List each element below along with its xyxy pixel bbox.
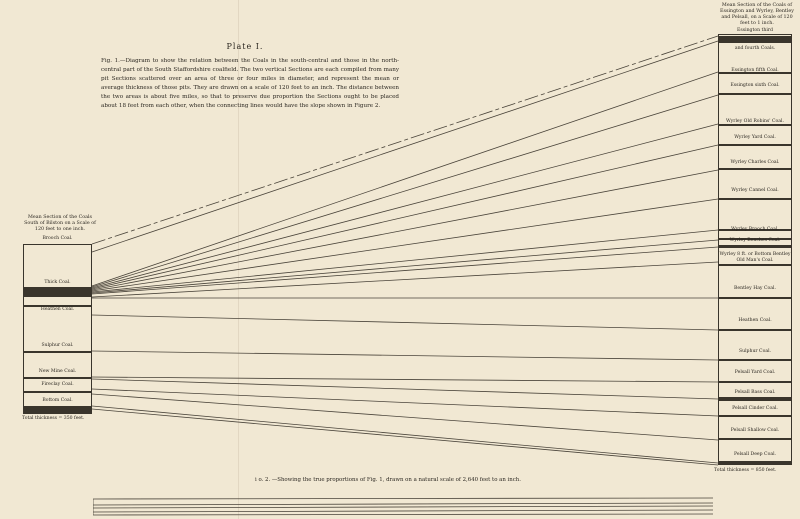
coal-seam xyxy=(719,461,791,465)
coal-seam xyxy=(719,381,791,383)
left-coal-label: Sulphur Coal. xyxy=(41,343,74,348)
right-coal-label: and fourth Coals. xyxy=(734,46,776,51)
right-section-header: Mean Section of the Coals of Essington and Wyrley, Bentley and Pelsall, on a Scale of 120 feet to 1 inch. xyxy=(720,3,794,26)
connector-line xyxy=(92,230,718,292)
left-coal-label: Bottom Coal. xyxy=(42,398,73,403)
coal-seam xyxy=(719,245,791,248)
coal-seam xyxy=(719,36,791,43)
connector-line xyxy=(92,95,718,287)
coal-seam-new-mine xyxy=(24,377,91,379)
coal-seam xyxy=(719,359,791,361)
right-coal-label: Wyrley Brooch Coal. xyxy=(731,227,779,232)
coal-seam xyxy=(719,144,791,146)
right-coal-label: Pelsall Cinder Coal. xyxy=(732,406,778,411)
coal-seam-bottom xyxy=(24,406,91,413)
connector-line xyxy=(92,351,718,360)
connector-line xyxy=(92,377,718,382)
figure-2-caption: i o. 2. —Showing the true proportions of Fig. 1, drawn on a natural scale of 2,640 feet to an inch. xyxy=(255,477,521,483)
left-coal-label: Brooch Coal. xyxy=(42,236,73,241)
right-coal-label: Wyrley Charles Coal. xyxy=(730,160,780,165)
coal-seam xyxy=(719,438,791,440)
right-coal-label: Heathen Coal. xyxy=(738,318,772,323)
connector-line xyxy=(92,41,718,252)
left-coal-label: Fireclay Coal. xyxy=(41,382,74,387)
right-coal-label: Sulphur Coal. xyxy=(738,349,772,354)
right-coal-label: Wyrley 8 ft. or Bottom Bentley Old Man's Coal. xyxy=(719,252,791,263)
right-coal-label: Pelsall Deep Coal. xyxy=(733,452,777,457)
right-section-column xyxy=(718,34,792,465)
coal-seam-sulphur xyxy=(24,351,91,353)
right-coal-label: Pelsall Shallow Coal. xyxy=(730,428,780,433)
right-coal-label: Essington fifth Coal. xyxy=(731,68,779,73)
coal-seam xyxy=(719,264,791,266)
connector-line xyxy=(92,315,718,330)
right-coal-label: Essington third xyxy=(737,28,773,33)
right-coal-label: Wyrley Yard Coal. xyxy=(734,135,776,140)
coal-seam xyxy=(719,93,791,95)
right-coal-label: Wyrley Cannel Coal. xyxy=(731,188,779,193)
coal-seam xyxy=(719,415,791,417)
left-coal-label: Thick Coal. xyxy=(44,280,71,285)
left-coal-label: New Mine Coal. xyxy=(38,369,77,374)
coal-seam xyxy=(719,168,791,170)
figure-2-proportions xyxy=(93,497,713,519)
right-coal-label: Bentley Hay Coal. xyxy=(734,286,776,291)
left-section-column xyxy=(23,244,92,414)
plate-title: Plate I. xyxy=(226,42,264,51)
left-section-header: Mean Section of the Coals South of Bilston on a Scale of 120 feet to one inch. xyxy=(24,215,96,232)
right-total-thickness: Total thickness = 850 feet. xyxy=(714,468,777,473)
connector-line xyxy=(92,240,718,293)
right-coal-label: Essington sixth Coal. xyxy=(730,83,780,88)
figure-1-caption: Fig. 1.—Diagram to show the relation between the Coals in the south-central and those in the north-central part of the South Staffordshire coalfield. The two vertical Sections are each compiled from many pit Sections scattered over an area of three or four miles in diameter, and represent the mean or average thickness of those pits. They are drawn on a scale of 120 feet to an inch. The distance between the two areas is about five miles, so that to preserve due proportion the Sections ought to be placed about 18 feet from each other, when the connecting lines would have the slope shown in Figure 2. xyxy=(101,58,399,109)
coal-seam-fireclay xyxy=(24,391,91,393)
connector-line xyxy=(92,406,718,463)
connector-line xyxy=(92,379,718,399)
right-coal-label: Wyrley Benches Coal. xyxy=(729,238,781,243)
left-total-thickness: Total thickness = 350 feet. xyxy=(22,416,85,421)
coal-seam xyxy=(719,297,791,299)
connector-line xyxy=(92,389,718,416)
coal-seam xyxy=(719,397,791,401)
right-coal-label: Wyrley Old Robins' Coal. xyxy=(726,119,784,124)
connector-line xyxy=(92,124,718,288)
coal-seam xyxy=(719,198,791,200)
coal-seam-thick xyxy=(24,287,91,297)
right-coal-label: Pelsall Yard Coal. xyxy=(734,370,776,375)
left-coal-label: Heathen Coal. xyxy=(40,307,75,312)
connector-line xyxy=(92,170,718,290)
right-coal-label: Pelsall Bass Coal. xyxy=(734,390,776,395)
coal-seam xyxy=(719,329,791,331)
